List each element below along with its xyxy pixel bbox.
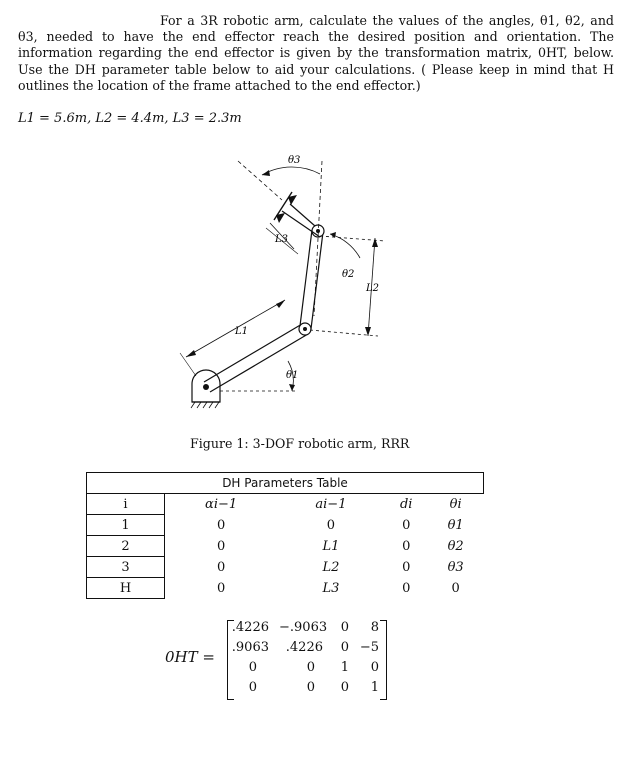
- matrix-cell: .4226: [285, 640, 323, 655]
- table-row: [87, 578, 484, 599]
- table-row: [87, 536, 484, 557]
- matrix-cell: 0: [248, 680, 257, 695]
- problem-statement: [18, 13, 614, 94]
- cell-d: 0: [402, 538, 411, 554]
- matrix-body: [227, 620, 387, 700]
- cell-a: 0: [326, 517, 336, 533]
- label-theta3: θ3: [288, 155, 301, 166]
- matrix-label: 0HT =: [165, 648, 215, 666]
- matrix-cell: 8: [370, 620, 379, 635]
- header-d: di: [399, 496, 413, 512]
- matrix-cell: 0: [306, 680, 315, 695]
- cell-a: L3: [322, 580, 340, 596]
- cell-alpha: 0: [216, 580, 226, 596]
- cell-alpha: 0: [216, 559, 226, 575]
- matrix-bracket-right: [380, 620, 387, 700]
- cell-a: L1: [322, 538, 340, 554]
- table-row: [87, 557, 484, 578]
- matrix-cell: .4226: [231, 620, 269, 635]
- cell-i: 3: [87, 557, 165, 578]
- matrix-cell: 0: [340, 640, 349, 655]
- joint-2: [299, 323, 311, 335]
- matrix-cell: 1: [340, 660, 349, 675]
- matrix-cell: 0: [340, 680, 349, 695]
- label-theta1: θ1: [286, 370, 299, 381]
- matrix-cell: 0: [370, 660, 379, 675]
- cell-theta: 0: [451, 580, 460, 596]
- link-lengths: L1 = 5.6m, L2 = 4.4m, L3 = 2.3m: [18, 111, 242, 126]
- matrix-cell: −.9063: [279, 620, 328, 635]
- matrix-cell: .9063: [231, 640, 269, 655]
- cell-d: 0: [402, 517, 411, 533]
- problem-text: For a 3R robotic arm, calculate the values of the angles, θ1, θ2, and θ3, needed to have the end effector reach the desired position and orientation. The information regarding the end effector is given by the transformation matrix, 0HT, below. Use the DH parameter table below to aid your calculations. ( Please keep in mind that H outlines the location of the frame attached to the end effector.): [18, 13, 614, 93]
- header-a: ai−1: [315, 496, 347, 512]
- cell-i: 1: [87, 515, 165, 536]
- label-L3: L3: [275, 234, 289, 245]
- cell-i: 2: [87, 536, 165, 557]
- header-alpha: αi−1: [205, 496, 238, 512]
- header-theta: θi: [449, 496, 462, 512]
- label-L2: L2: [366, 283, 380, 294]
- matrix-cell: 0: [306, 660, 315, 675]
- cell-alpha: 0: [216, 517, 226, 533]
- cell-i: H: [87, 578, 165, 599]
- matrix-cell: −5: [359, 640, 379, 655]
- transformation-matrix: [165, 620, 425, 700]
- cell-a: L2: [322, 559, 340, 575]
- cell-d: 0: [402, 580, 411, 596]
- robot-arm-figure: [170, 146, 420, 426]
- cell-theta: θ2: [447, 538, 464, 554]
- label-L1: L1: [235, 326, 249, 337]
- cell-theta: θ3: [447, 559, 464, 575]
- link-2: [300, 230, 323, 329]
- table-row: [87, 515, 484, 536]
- matrix-cell: 1: [370, 680, 379, 695]
- matrix-cell: 0: [248, 660, 257, 675]
- matrix-cell: 0: [340, 620, 349, 635]
- dh-header-row: [87, 494, 484, 515]
- dh-parameters-table: [86, 472, 484, 599]
- dh-table-title: DH Parameters Table: [87, 473, 484, 494]
- cell-theta: θ1: [447, 517, 464, 533]
- figure-caption: Figure 1: 3-DOF robotic arm, RRR: [190, 436, 410, 451]
- label-theta2: θ2: [342, 269, 355, 280]
- header-i: i: [87, 494, 165, 515]
- cell-alpha: 0: [216, 538, 226, 554]
- cell-d: 0: [402, 559, 411, 575]
